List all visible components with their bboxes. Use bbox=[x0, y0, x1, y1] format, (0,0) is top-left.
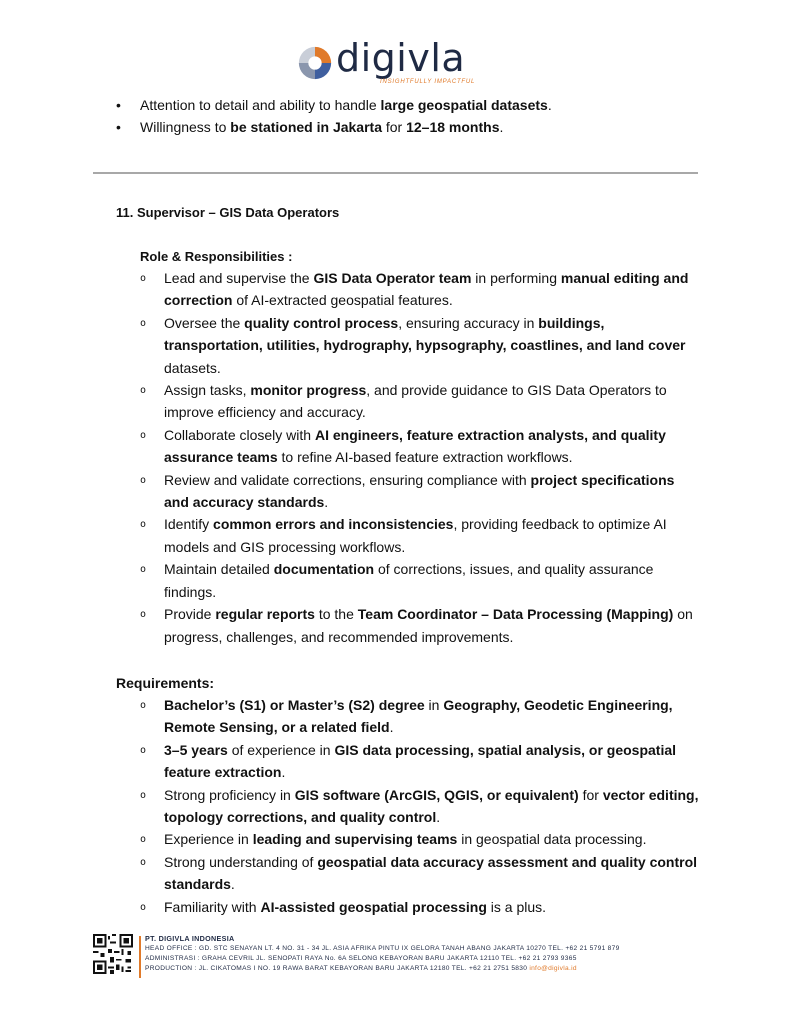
requirement-item bbox=[140, 784, 700, 829]
text-segment: in geospatial data processing. bbox=[457, 831, 647, 848]
responsibility-item bbox=[140, 513, 700, 558]
text-segment: Strong proficiency in bbox=[164, 786, 295, 803]
requirement-item bbox=[140, 739, 700, 784]
text-segment: in bbox=[424, 697, 444, 713]
footer-accent-bar bbox=[139, 936, 141, 978]
bold-text: regular reports bbox=[215, 606, 315, 623]
text-segment: Experience in bbox=[164, 831, 253, 848]
responsibility-item bbox=[140, 379, 700, 424]
bold-text: vector editing, topology corrections, and quality control bbox=[164, 786, 699, 826]
bold-text: be stationed in Jakarta bbox=[230, 119, 382, 135]
footer-production: PRODUCTION : JL. CIKATOMAS I NO. 19 RAWA BARAT KEBAYORAN BARU JAKARTA 12180 TEL. +62 21 2751 5830 bbox=[145, 965, 528, 972]
requirement-item bbox=[140, 828, 700, 850]
responsibility-item bbox=[140, 267, 700, 312]
bold-text: Geography, Geodetic Engineering, Remote Sensing, or a related field bbox=[164, 697, 673, 736]
requirement-item bbox=[140, 694, 700, 739]
text-segment: Collaborate closely with bbox=[164, 426, 315, 443]
text-segment: Lead and supervise the bbox=[164, 270, 314, 286]
bold-text: project specifications and accuracy standards bbox=[164, 471, 675, 511]
text-segment: Provide bbox=[164, 606, 216, 623]
text-segment: to the bbox=[314, 606, 358, 623]
requirements-list bbox=[140, 694, 700, 918]
footer-production-line bbox=[145, 964, 620, 974]
text-segment: . bbox=[230, 876, 235, 893]
responsibilities-heading: Role & Responsibilities : bbox=[140, 249, 293, 264]
text-segment: of experience in bbox=[227, 741, 335, 758]
text-segment: to refine AI-based feature extraction workflows. bbox=[277, 449, 573, 466]
requirement-item bbox=[140, 896, 700, 918]
text-segment: Strong understanding of bbox=[164, 853, 318, 870]
bullet-item bbox=[116, 116, 716, 138]
text-segment: for bbox=[578, 786, 603, 803]
qr-code-icon bbox=[93, 934, 133, 974]
text-segment: . bbox=[324, 494, 329, 511]
bold-text: manual editing and correction bbox=[164, 270, 689, 309]
section-divider bbox=[93, 172, 698, 174]
footer-head-office: HEAD OFFICE : GD. STC SENAYAN LT. 4 NO. 31 - 34 JL. ASIA AFRIKA PINTU IX GELORA TANAH ABANG JAKARTA 10270 TEL. +62 21 5791 879 bbox=[145, 945, 620, 952]
section-title: 11. Supervisor – GIS Data Operators bbox=[116, 205, 340, 220]
responsibility-item bbox=[140, 558, 700, 603]
footer-company: PT. DIGIVLA INDONESIA bbox=[145, 934, 235, 943]
brand-tagline: INSIGHTFULLY IMPACTFUL bbox=[380, 79, 476, 85]
text-segment: . bbox=[281, 764, 286, 781]
bold-text: monitor progress bbox=[250, 382, 367, 399]
brand-name: digivla bbox=[336, 36, 466, 80]
text-segment: of corrections, issues, and quality assurance findings. bbox=[164, 561, 654, 600]
responsibility-item bbox=[140, 424, 700, 469]
text-segment: is a plus. bbox=[486, 898, 547, 915]
requirement-item bbox=[140, 851, 700, 896]
bold-text: GIS software (ArcGIS, QGIS, or equivalent) bbox=[294, 786, 579, 803]
text-segment: . bbox=[547, 97, 552, 113]
responsibility-item bbox=[140, 603, 700, 648]
text-segment: , providing feedback to optimize AI models and GIS processing workflows. bbox=[164, 516, 667, 555]
bold-text: 12–18 months bbox=[406, 119, 500, 135]
requirements-heading: Requirements: bbox=[116, 675, 215, 691]
responsibility-item bbox=[140, 469, 700, 514]
bold-text: AI-assisted geospatial processing bbox=[260, 898, 487, 915]
bold-text: GIS data processing, spatial analysis, or geospatial feature extraction bbox=[164, 741, 677, 781]
text-segment: . bbox=[436, 809, 441, 826]
text-segment: Oversee the bbox=[164, 314, 245, 331]
text-segment: Attention to detail and ability to handle bbox=[140, 97, 381, 113]
text-segment: datasets. bbox=[164, 359, 221, 376]
bold-text: geospatial data accuracy assessment and quality control standards bbox=[164, 853, 698, 893]
responsibility-item bbox=[140, 312, 700, 379]
text-segment: Assign tasks, bbox=[164, 382, 251, 399]
bold-text: Team Coordinator – Data Processing (Mapping) bbox=[357, 606, 674, 623]
footer-email[interactable]: info@digivla.id bbox=[529, 965, 577, 972]
bold-text: buildings, transportation, utilities, hydrography, hypsography, coastlines, and land cover bbox=[164, 314, 686, 354]
text-segment: of AI-extracted geospatial features. bbox=[232, 292, 453, 309]
bold-text: quality control process bbox=[244, 314, 399, 331]
text-segment: Review and validate corrections, ensuring compliance with bbox=[164, 471, 531, 488]
bold-text: leading and supervising teams bbox=[252, 831, 458, 848]
digivla-logo-icon bbox=[296, 44, 334, 82]
bold-text: common errors and inconsistencies bbox=[213, 516, 454, 533]
bullet-item bbox=[116, 94, 716, 116]
bold-text: Bachelor’s (S1) or Master’s (S2) degree bbox=[164, 697, 425, 713]
text-segment: Willingness to bbox=[140, 119, 231, 135]
text-segment: on progress, challenges, and recommended improvements. bbox=[164, 606, 693, 645]
top-bullet-list bbox=[116, 94, 716, 138]
company-logo bbox=[296, 36, 496, 90]
page-footer bbox=[93, 934, 703, 978]
bold-text: AI engineers, feature extraction analysts, and quality assurance teams bbox=[164, 426, 666, 466]
text-segment: in performing bbox=[471, 270, 561, 286]
text-segment: Maintain detailed bbox=[164, 561, 274, 578]
text-segment: for bbox=[381, 119, 407, 135]
footer-administrasi: ADMINISTRASI : GRAHA CEVRIL JL. SENOPATI RAYA No. 6A SELONG KEBAYORAN BARU JAKARTA 12110 TEL. +62 21 2793 9365 bbox=[145, 955, 577, 962]
text-segment: . bbox=[389, 719, 394, 736]
text-segment: Familiarity with bbox=[164, 898, 261, 915]
responsibilities-list bbox=[140, 267, 700, 648]
text-segment: Identify bbox=[164, 516, 214, 533]
bold-text: 3–5 years bbox=[164, 741, 228, 758]
bold-text: large geospatial datasets bbox=[380, 97, 548, 113]
text-segment: , ensuring accuracy in bbox=[398, 314, 539, 331]
footer-address-block bbox=[145, 934, 620, 974]
text-segment: . bbox=[499, 119, 504, 135]
text-segment: , and provide guidance to GIS Data Operators to improve efficiency and accuracy. bbox=[164, 382, 667, 421]
bold-text: GIS Data Operator team bbox=[313, 270, 472, 286]
bold-text: documentation bbox=[273, 561, 375, 578]
